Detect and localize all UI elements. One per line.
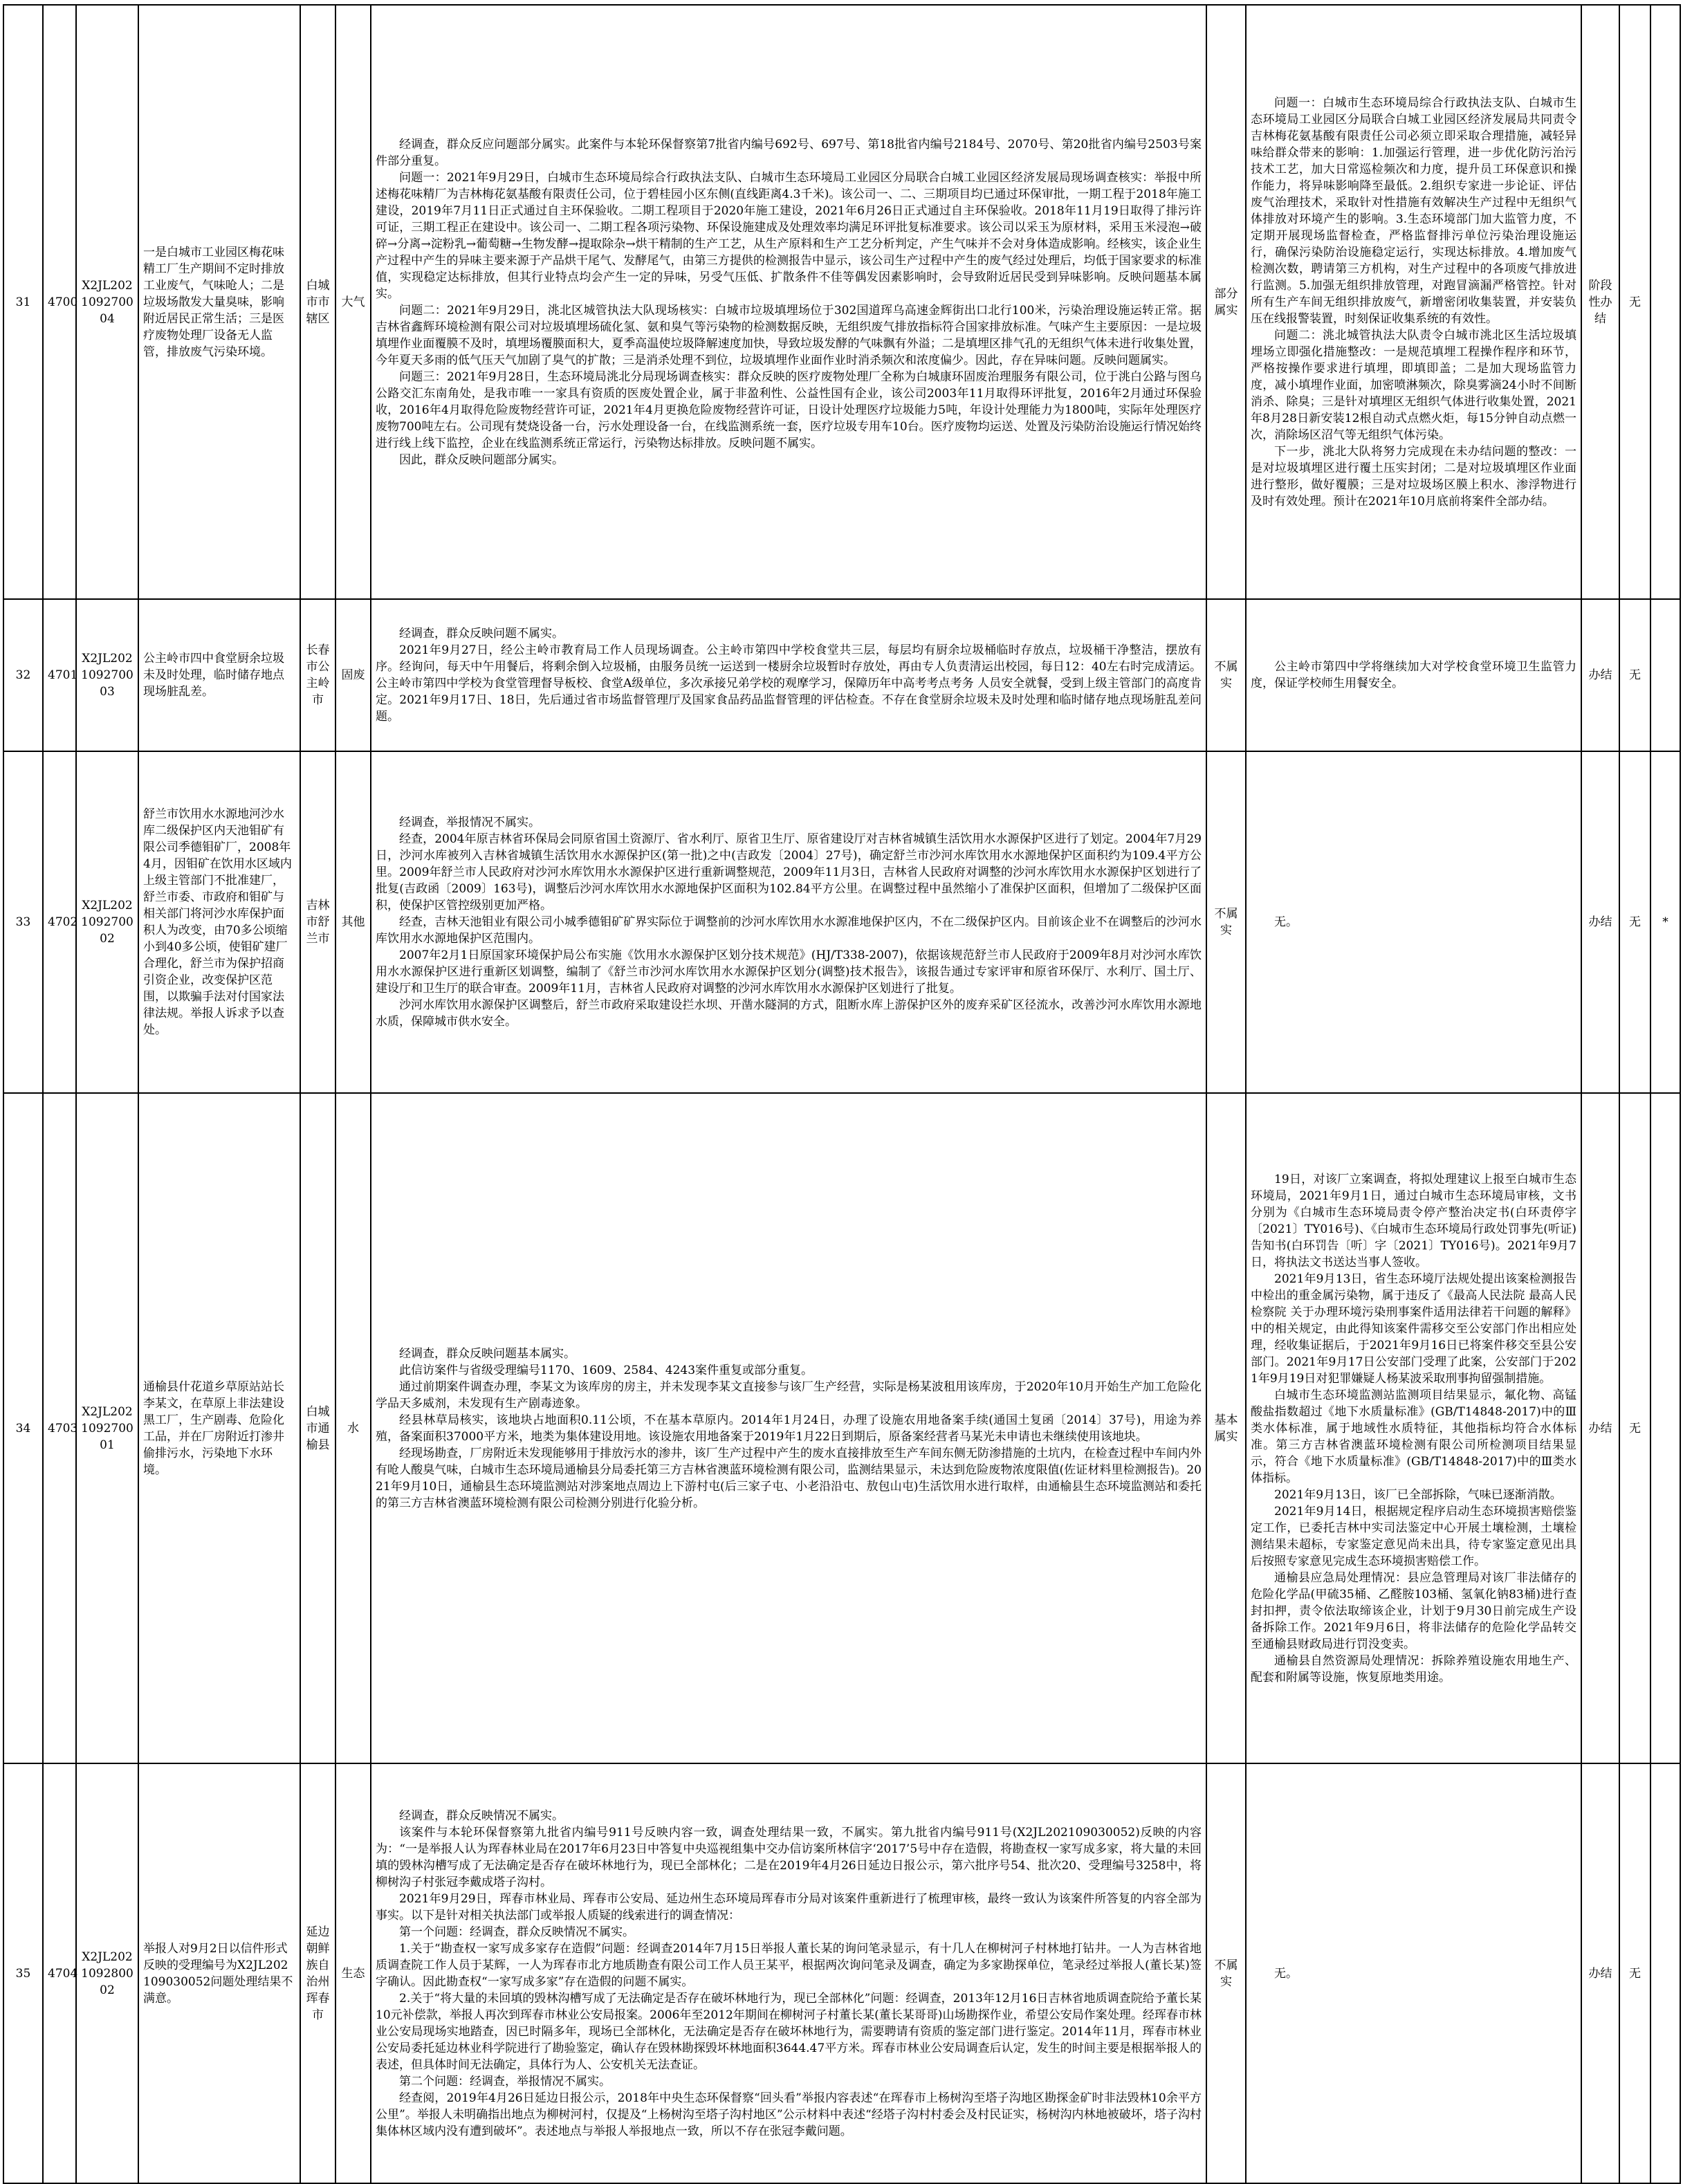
result-paragraph: 第二个问题：经调查，举报情况不属实。 (399, 2074, 611, 2089)
row-area-cell: 白城市市辖区 (300, 5, 335, 599)
row-accountability-cell: 无 (1619, 751, 1650, 1093)
row-note-cell (1650, 599, 1680, 751)
rectification-paragraph: 无。 (1274, 1966, 1298, 1981)
result-paragraph: 经调查，群众反映情况不属实。 (399, 1808, 564, 1823)
rectification-paragraph: 白城市生态环境监测站监测项目结果显示，氟化物、高锰酸盐指数超过《地下水质量标准》(GB/T14848-2017)中的Ⅲ类水体标准，属于地域性水质特征，其他指标均符合水体标准。第三方吉林省澳蓝环境检测有限公司所检测项目结果显示，符合《地下水质量标准》(GB/T14848-2017)中的Ⅲ类水体指标。 (1251, 1388, 1576, 1485)
row-rectification-cell (1246, 1763, 1581, 2183)
result-paragraph: 经查，2004年原吉林省环保局会同原省国土资源厅、省水利厅、原省卫生厅、原省建设厅对吉林省城镇生活饮用水水源保护区进行了划定。2004年7月29日，沙河水库被列入吉林省城镇生活饮用水水源保护区(第一批)之中(吉政发〔2004〕27号)，确定舒兰市沙河水库饮用水水源地保护区面积约为109.4平方公里。2009年舒兰市人民政府对沙河水库饮用水水源保护区进行重新调整规范，2009年11月3日，吉林省人民政府对调整的沙河水库饮用水水源保护区划进行了批复(吉政函〔2009〕163号)，调整后沙河水库饮用水水源地保护区面积为102.84平方公里。在调整过程中虽然缩小了准保护区面积，但增加了二级保护区面积，使保护区管控级别更加严格。 (376, 832, 1202, 912)
result-paragraph: 该案件与本轮环保督察第九批省内编号911号反映内容一致，调查处理结果一致，不属实。第九批省内编号911号(X2JL202109030052)反映的内容为：“一是举报人认为珲春林业局在2017年6月23日中答复中央巡视组集中交办信访案所林信字‘2017’5号中存在造假，将勘查权一家写成多家，将大量的未回填的毁林沟槽写成了无法确定是否存在破坏林地行为，现已全部林化；二是在2019年4月26日延边日报公示，第六批序号54、批次20、受理编号3258中，将柳树沟子村张冠李戴成塔子沟村。 (376, 1825, 1202, 1889)
result-paragraph: 问题三：2021年9月28日，生态环境局洮北分局现场调查核实：群众反映的医疗废物处理厂全称为白城康环固废治理服务有限公司，位于洮白公路与图乌公路交汇东南角处，是我市唯一一家具有资质的医废处置企业，属于非盈利性、公益性国有企业，该公司2003年11月取得环评批复，2016年2月通过环保验收，2016年4月取得危险废物经营许可证，2021年4月更换危险废物经营许可证，日设计处理医疗垃圾能力5吨，年设计处理能力为1800吨，实际年处理医疗废物700吨左右。公司现有焚烧设备一台，污水处理设备一台，在线监测系统一套，医疗垃圾专用车10台。医疗废物均运送、处置及污染防治设施运行情况始终进行线上线下监控，企业在线监测系统正常运行，污染物达标排放。反映问题不属实。 (376, 369, 1202, 450)
row-seq-cell: 35 (3, 1763, 43, 2183)
rectification-paragraph: 公主岭市第四中学将继续加大对学校食堂环境卫生监管力度，保证学校师生用餐安全。 (1251, 660, 1576, 690)
result-paragraph: 经调查，群众反映问题不属实。 (399, 627, 564, 641)
row-seq-cell: 32 (3, 599, 43, 751)
row-note-cell (1650, 1763, 1680, 2183)
result-paragraph: 2021年9月27日，经公主岭市教育局工作人员现场调查。公主岭市第四中学校食堂共三层，每层均有厨余垃圾桶临时存放点，垃圾桶干净整洁，摆放有序。经询问，每天中午用餐后，将剩余倒入垃圾桶，由服务员统一运送到一楼厨余垃圾暂时存放处，再由专人负责清运出校园，每日12：40左右时完成清运。公主岭市第四中学校为食堂管理督导板校、食堂A级单位，多次承接兄弟学校的观摩学习，保障历年中高考考点考务 人员安全就餐，受到上级主管部门的高度肯定。2021年9月17日、18日，先后通过省市场监督管理厅及国家食品药品监督管理的评估检查。不存在食堂厨余垃圾未及时处理和临时储存地点现场脏乱差问题。 (376, 643, 1202, 724)
result-paragraph: 此信访案件与省级受理编号1170、1609、2584、4243案件重复或部分重复。 (399, 1363, 813, 1377)
row-accountability-cell: 无 (1619, 1763, 1650, 2183)
case-report-table (3, 4, 1681, 2184)
row-number-cell: 4703 (43, 1093, 76, 1763)
row-verdict-cell: 部分属实 (1206, 5, 1246, 599)
table-body (3, 5, 1680, 2183)
row-result-cell (371, 1093, 1206, 1763)
row-seq-cell: 33 (3, 751, 43, 1093)
row-complaint-cell: 公主岭市四中食堂厨余垃圾未及时处理，临时储存地点现场脏乱差。 (138, 599, 300, 751)
row-note-cell (1650, 1093, 1680, 1763)
row-accountability-cell: 无 (1619, 1093, 1650, 1763)
rectification-paragraph: 无。 (1274, 915, 1298, 929)
row-type-cell: 大气 (335, 5, 371, 599)
result-paragraph: 2007年2月1日原国家环境保护局公布实施《饮用水水源保护区划分技术规范》(HJ/T338-2007)，依据该规范舒兰市人民政府于2009年8月对沙河水库饮用水水源保护区进行重新区划调整，编制了《舒兰市沙河水库饮用水水源保护区划分(调整)技术报告》，该报告通过专家评审和原省环保厅、水利厅、国土厅、建设厅和卫生厅的联合审查。2009年11月，吉林省人民政府对调整的沙河水库饮用水水源保护区划进行了批复。 (376, 948, 1202, 995)
row-result-cell (371, 599, 1206, 751)
table-row (3, 599, 1680, 751)
row-rectification-cell (1246, 1093, 1581, 1763)
result-paragraph: 第一个问题：经调查，群众反映情况不属实。 (399, 1925, 634, 1939)
result-paragraph: 经调查，群众反映问题基本属实。 (399, 1346, 576, 1361)
table-row (3, 5, 1680, 599)
row-code-cell: X2JL202109270001 (76, 1093, 138, 1763)
rectification-paragraph: 2021年9月13日，省生态环境厅法规处提出该案检测报告中检出的重金属污染物，属于违反了《最高人民法院 最高人民检察院 关于办理环境污染刑事案件适用法律若干问题的解释》中的相关规定，由此得知该案件需移交至公安部门作出相应处理，经收集证据后，于2021年9月16日已将案件移交至县公安部门。2021年9月17日公安部门受理了此案，公安部门于2021年9月19日对犯罪嫌疑人杨某波采取刑事拘留强制措施。 (1251, 1272, 1576, 1386)
row-complaint-cell: 通榆县什花道乡草原站站长李某文，在草原上非法建设黑工厂，生产剧毒、危险化工品，并在厂房附近打渗井偷排污水，污染地下水环境。 (138, 1093, 300, 1763)
result-paragraph: 1.关于“勘查权一家写成多家存在造假”问题：经调查2014年7月15日举报人董长某的询问笔录显示，有十几人在柳树河子村林地打钻井。一人为吉林省地质调查院工作人员于某辉，一人为珲春市北方地质勘查有限公司工作人员王某平，根据两次询问笔录及调查，确定为多家勘探单位，笔录经过举报人(董长某)签字确认。因此勘查权“一家写成多家”存在造假的问题不属实。 (376, 1941, 1202, 1989)
row-code-cell: X2JL202109270002 (76, 751, 138, 1093)
row-complaint-cell: 一是白城市工业园区梅花味精工厂生产期间不定时排放工业废气，气味呛人；二是垃圾场散发大量臭味，影响附近居民正常生活；三是医疗废物处理厂设备无人监管，排放废气污染环境。 (138, 5, 300, 599)
result-paragraph: 沙河水库饮用水源保护区调整后，舒兰市政府采取建设拦水坝、开凿水隧洞的方式，阻断水库上游保护区外的废弃采矿区径流水，改善沙河水库饮用水源地水质，保障城市供水安全。 (376, 998, 1202, 1029)
row-rectification-cell (1246, 5, 1581, 599)
row-number-cell: 4702 (43, 751, 76, 1093)
row-note-cell: * (1650, 751, 1680, 1093)
row-number-cell: 4704 (43, 1763, 76, 2183)
row-code-cell: X2JL202109270004 (76, 5, 138, 599)
row-complaint-cell: 举报人对9月2日以信件形式反映的受理编号为X2JL202109030052问题处理结果不满意。 (138, 1763, 300, 2183)
row-result-cell (371, 1763, 1206, 2183)
row-result-cell (371, 5, 1206, 599)
row-verdict-cell: 基本属实 (1206, 1093, 1246, 1763)
result-paragraph: 经现场勘查，厂房附近未发现能够用于排放污水的渗井，该厂生产过程中产生的废水直接排放至生产车间东侧无防渗措施的土坑内，在检查过程中车间内外有呛人酸臭气味，白城市生态环境局通榆县分局委托第三方吉林省澳蓝环境检测有限公司，监测结果显示，未达到危险废物浓度限值(佐证材料里检测报告)。2021年9月10日，通榆县生态环境监测站对涉案地点周边上下游村屯(后三家子屯、小老沿沿屯、敖包山屯)生活饮用水进行取样，由通榆县生态环境监测站和委托的第三方吉林省澳蓝环境检测有限公司检测分别进行化验分析。 (376, 1446, 1202, 1510)
table-row (3, 751, 1680, 1093)
result-paragraph: 问题一：2021年9月29日，白城市生态环境局综合行政执法支队、白城市生态环境局工业园区分局联合白城工业园区经济发展局现场调查核实：举报中所述梅花味精厂为吉林梅花氨基酸有限责任公司，位于碧桂园小区东侧(直线距离4.3千米)。该公司一、二、三期项目均已通过环保审批，一期工程于2018年施工建设，2019年7月11日正式通过自主环保验收。二期工程项目于2020年施工建设，2021年6月26日正式通过自主环保验收。2018年11月19日取得了排污许可证，三期工程正在建设中。该公司一、二期工程各项污染物、环保设施建成及处理效率均满足环评批复标准要求。该公司以采玉为原材料，采用玉米浸泡→破碎→分离→淀粉乳→葡萄糖→生物发酵→提取除杂→烘干精制的生产工艺，从生产原料和生产工艺分析判定，产生气味并不会对身体造成影响。经核实，该企业生产过程中产生的异味主要来源于产品烘干尾气、发酵尾气，由第三方提供的检测报告中显示，该公司生产过程中产生的废气经过处理后，均低于国家要求的标准值，实现稳定达标排放，但其行业特点均会产生一定的异味，另受气压低、扩散条件不佳等偶发因素影响时，会导致附近居民受到异味影响。反映问题基本属实。 (376, 170, 1202, 301)
row-verdict-cell: 不属实 (1206, 1763, 1246, 2183)
row-type-cell: 固废 (335, 599, 371, 751)
rectification-paragraph: 下一步，洮北大队将努力完成现在未办结问题的整改：一是对垃圾填埋区进行覆土压实封闭；二是对垃圾填埋区作业面进行整形，做好覆膜；三是对垃圾场区膜上积水、渗浮物进行及时有效处理。预计在2021年10月底前将案件全部办结。 (1251, 444, 1576, 508)
row-code-cell: X2JL202109270003 (76, 599, 138, 751)
row-status-cell: 办结 (1581, 1763, 1619, 2183)
result-paragraph: 通过前期案件调查办理，李某文为该库房的房主，并未发现李某文直接参与该厂生产经营，实际是杨某波租用该库房，于2020年10月开始生产加工危险化学品天多威剂，未发现有生产剧毒迹象。 (376, 1379, 1202, 1411)
result-paragraph: 经调查，群众反应问题部分属实。此案件与本轮环保督察第7批省内编号692号、697号、第18批省内编号2184号、2070号、第20批省内编号2503号案件部分重复。 (376, 137, 1202, 168)
row-status-cell: 阶段性办结 (1581, 5, 1619, 599)
row-type-cell: 生态 (335, 1763, 371, 2183)
row-code-cell: X2JL202109280002 (76, 1763, 138, 2183)
row-area-cell: 吉林市舒兰市 (300, 751, 335, 1093)
result-paragraph: 经调查，举报情况不属实。 (399, 816, 540, 829)
row-area-cell: 长春市公主岭市 (300, 599, 335, 751)
rectification-paragraph: 通榆县自然资源局处理情况：拆除养殖设施农用地生产、配套和附属等设施，恢复原地类用途。 (1251, 1653, 1576, 1685)
result-paragraph: 因此，群众反映问题部分属实。 (399, 452, 564, 467)
row-area-cell: 白城市通榆县 (300, 1093, 335, 1763)
row-note-cell (1650, 5, 1680, 599)
rectification-paragraph: 问题一：白城市生态环境局综合行政执法支队、白城市生态环境局工业园区分局联合白城工业园区经济发展局共同责令吉林梅花氨基酸有限责任公司必须立即采取合理措施，减轻异味给群众带来的影响：1.加强运行管理，进一步优化防污治污技术工艺，加大日常巡检频次和力度，提升员工环保意识和操作能力，将异味影响降至最低。2.组织专家进一步论证、评估废气治理技术，采取针对性措施有效解决生产过程中无组织气体排放对环境产生的影响。3.生态环境部门加大监管力度，不定期开展现场监督检查，严格监督排污单位污染治理设施运行，确保污染防治设施稳定运行，实现达标排放。4.增加废气检测次数，聘请第三方机构，对生产过程中的各项废气排放进行监测。5.加强无组织排放管理，对跑冒滴漏严格管控。针对所有生产车间无组织排放废气，新增密闭收集装置，并安装负压在线报警装置，时刻保证收集系统的有效性。 (1251, 95, 1576, 326)
result-paragraph: 问题二：2021年9月29日，洮北区城管执法大队现场核实：白城市垃圾填埋场位于302国道珲乌高速金辉街出口北行100米，污染治理设施运转正常。据吉林省鑫辉环境检测有限公司对垃圾填埋场硫化氢、氨和臭气等污染物的检测数据反映，无组织废气排放指标符合国家排放标准。气味产生主要原因：一是垃圾填埋作业面覆膜不及时，填埋场覆膜面积大，夏季高温使垃圾降解速度加快，导致垃圾发酵的气味飘有外溢；二是填埋区排气孔的无组织气体未进行收集处置，今年夏天多雨的低气压天气加剧了臭气的扩散；三是消杀处理不到位，垃圾填埋作业面作业时消杀频次和浓度偏少。因此，存在异味问题。反映问题属实。 (376, 303, 1202, 367)
row-accountability-cell: 无 (1619, 5, 1650, 599)
rectification-paragraph: 19日，对该厂立案调查，将拟处理建议上报至白城市生态环境局，2021年9月1日，通过白城市生态环境局审核，文书分别为《白城市生态环境局责令停产整治决定书(白环责停字〔2021〕TY016号)、《白城市生态环境局行政处罚事先(听证)告知书(白环罚告〔听〕字〔2021〕TY016号)。2021年9月7日，将执法文书送达当事人签收。 (1251, 1172, 1576, 1269)
row-seq-cell: 31 (3, 5, 43, 599)
row-rectification-cell (1246, 599, 1581, 751)
table-row (3, 1763, 1680, 2183)
row-accountability-cell: 无 (1619, 599, 1650, 751)
rectification-paragraph: 通榆县应急局处理情况：县应急管理局对该厂非法储存的危险化学品(甲硫35桶、乙醛胺103桶、氢氧化钠83桶)进行查封扣押，责令依法取缔该企业，计划于9月30日前完成生产设备拆除工作。2021年9月6日，将非法储存的危险化学品转交至通榆县财政局进行罚没变卖。 (1251, 1570, 1576, 1651)
result-paragraph: 经查阅，2019年4月26日延边日报公示，2018年中央生态环保督察“回头看”举报内容表述“在珲春市上杨树沟至塔子沟地区勘探金矿时非法毁林10余平方公里”。举报人未明确指出地点为柳树河村，仅提及“上杨树沟至塔子沟村地区”公示材料中表述“经塔子沟村村委会及村民证实，杨树沟内林地被破坏，塔子沟村集体林区域内没有遭到破坏”。表述地点与举报人举报地点一致，所以不存在张冠李戴问题。 (376, 2091, 1202, 2138)
row-type-cell: 水 (335, 1093, 371, 1763)
rectification-paragraph: 问题二：洮北城管执法大队责令白城市洮北区生活垃圾填埋场立即强化措施整改：一是规范填埋工程操作程序和环节，严格按操作要求进行填埋，即填即盖；二是加大现场监管力度，减小填埋作业面，加密喷淋频次，除臭雾滴24小时不间断消杀、除臭；三是针对填埋区无组织气体进行收集处置，2021年8月28日新安装12根自动式点燃火炬，每15分钟自动点燃一次，消除场区沼气等无组织气体污染。 (1251, 328, 1576, 442)
row-number-cell: 4700 (43, 5, 76, 599)
row-status-cell: 办结 (1581, 599, 1619, 751)
row-complaint-cell: 舒兰市饮用水水源地河沙水库二级保护区内天池钼矿有限公司季德钼矿厂，2008年4月，因钼矿在饮用水区域内上级主管部门不批准建厂，舒兰市委、市政府和钼矿与相关部门将河沙水库保护面积人为改变，由70多公顷缩小到40多公顷，使钼矿建厂合理化，舒兰市为保护招商引资企业，改变保护区范围，以欺骗手法对付国家法律法规。举报人诉求予以查处。 (138, 751, 300, 1093)
row-verdict-cell: 不属实 (1206, 751, 1246, 1093)
row-verdict-cell: 不属实 (1206, 599, 1246, 751)
result-paragraph: 经县林草局核实，该地块占地面积0.11公顷，不在基本草原内。2014年1月24日，办理了设施农用地备案手续(通国土复函〔2014〕37号)，用途为养殖，备案面积37000平方米，地类为集体建设用地。该设施农用地备案于2019年1月22日到期后，原备案经营者马某光未申请也未继续使用该地块。 (376, 1413, 1202, 1444)
row-rectification-cell (1246, 751, 1581, 1093)
row-result-cell (371, 751, 1206, 1093)
row-area-cell: 延边朝鲜族自治州珲春市 (300, 1763, 335, 2183)
rectification-paragraph: 2021年9月13日，该厂已全部拆除，气味已逐渐消散。 (1274, 1487, 1562, 1502)
row-type-cell: 其他 (335, 751, 371, 1093)
result-paragraph: 2021年9月29日，珲春市林业局、珲春市公安局、延边州生态环境局珲春市分局对该案件重新进行了梳理审核，最终一致认为该案件所答复的内容全部为事实。以下是针对相关执法部门或举报人质疑的线索进行的调查情况： (376, 1891, 1202, 1923)
row-status-cell: 办结 (1581, 1093, 1619, 1763)
table-row (3, 1093, 1680, 1763)
rectification-paragraph: 2021年9月14日，根据规定程序启动生态环境损害赔偿鉴定工作，已委托吉林中实司法鉴定中心开展土壤检测，土壤检测结果未超标，专家鉴定意见尚未出具，待专家鉴定意见出具后按照专家意见完成生态环境损害赔偿工作。 (1251, 1504, 1576, 1568)
row-seq-cell: 34 (3, 1093, 43, 1763)
result-paragraph: 2.关于“将大量的未回填的毁林沟槽写成了无法确定是否存在破坏林地行为，现已全部林化”问题：经调查，2013年12月16日吉林省地质调查院给予董长某10元补偿款，举报人再次到珲春市林业公安局报案。2006年至2012年期间在柳树河子村董长某(董长某哥哥)山场勘探作业，希望公安局作案处理。经珲春市林业公安局现场实地踏查，因已时隔多年，现场已全部林化，无法确定是否存在破坏林地行为，需要聘请有资质的鉴定部门进行鉴定。2014年11月，珲春市林业公安局委托延边林业科学院进行了勘验鉴定，确认存在毁林勘探毁坏林地面积3644.47平方米。珲春市林业公安局调查后认定，发生的时间主要是根据举报人的表述，但具体时间无法确定，具体行为人、公安机关无法查证。 (376, 1991, 1202, 2072)
result-paragraph: 经查，吉林天池钼业有限公司小城季德钼矿矿界实际位于调整前的沙河水库饮用水水源准地保护区内，不在二级保护区内。目前该企业不在调整后的沙河水库饮用水水源地保护区范围内。 (376, 915, 1202, 946)
row-number-cell: 4701 (43, 599, 76, 751)
row-status-cell: 办结 (1581, 751, 1619, 1093)
